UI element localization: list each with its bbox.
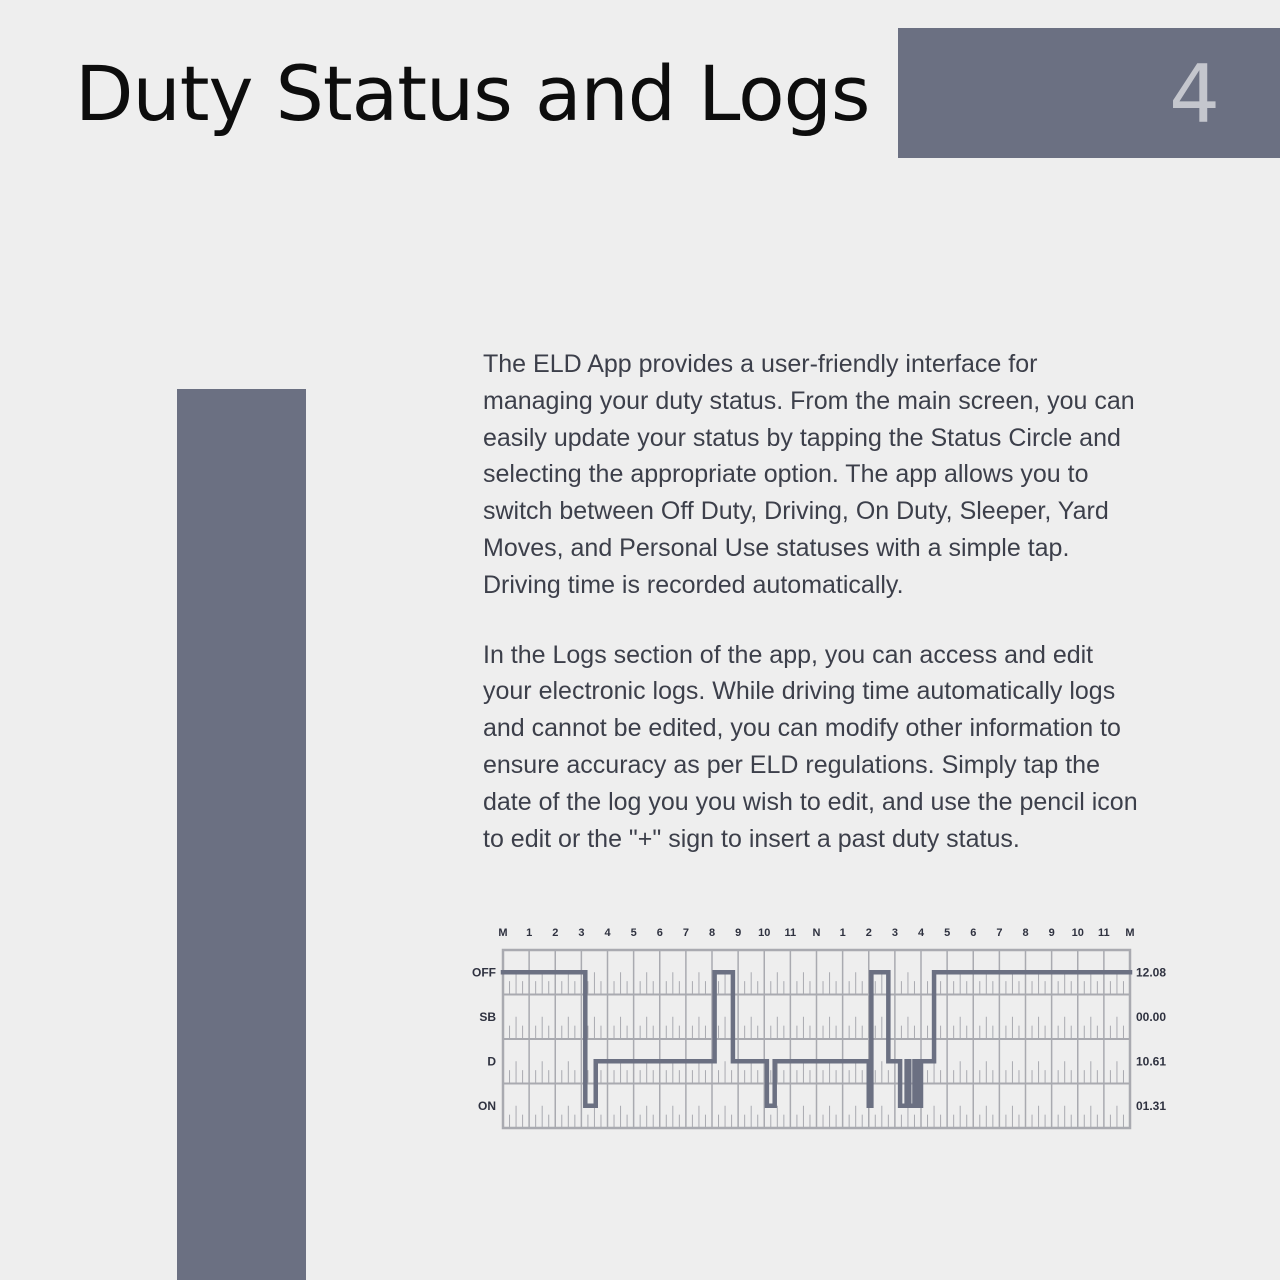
hour-label: M — [1125, 927, 1135, 939]
row-labels — [472, 965, 496, 1113]
duty-status-line — [503, 972, 1130, 1106]
row-label: ON — [478, 1098, 496, 1113]
hour-label: 5 — [944, 927, 951, 939]
hour-label: 8 — [1022, 927, 1029, 939]
hour-label: N — [812, 927, 821, 939]
hour-label: 5 — [630, 927, 637, 939]
hour-label: 1 — [839, 927, 846, 939]
hour-label: 4 — [604, 927, 611, 939]
body-text — [483, 346, 1203, 857]
hour-label: 6 — [970, 927, 977, 939]
hour-label: 9 — [735, 927, 742, 939]
hour-label: 3 — [891, 927, 898, 939]
row-total: 10.61 — [1136, 1054, 1167, 1069]
row-label: OFF — [472, 965, 496, 980]
hour-label: 11 — [784, 927, 797, 939]
hour-label: 2 — [865, 927, 872, 939]
row-label: D — [487, 1054, 496, 1069]
row-total: 01.31 — [1136, 1098, 1167, 1113]
page-number-box — [898, 28, 1280, 158]
hour-label: 8 — [708, 927, 716, 939]
page-number: 4 — [1169, 48, 1220, 141]
page-title: Duty Status and Logs — [75, 49, 870, 138]
hour-label: 10 — [1071, 927, 1084, 939]
paragraph-duty-status: The ELD App provides a user-friendly interface for managing your duty status. From the main screen, you can easily update your status by tapping the Status Circle and selecting the appropriate option. The app allows you to switch between Off Duty, Driving, On Duty, Sleeper, Yard Moves, and Personal Use statuses with a simple tap. Driving time is recorded automatically. — [483, 350, 1135, 599]
hour-label: 9 — [1048, 927, 1055, 939]
hour-label: 1 — [526, 927, 533, 939]
hour-label: 4 — [917, 927, 925, 939]
total-labels — [1136, 965, 1166, 1113]
log-grid — [503, 950, 1130, 1128]
hour-label: 2 — [552, 927, 559, 939]
row-label: SB — [479, 1009, 496, 1024]
hour-labels — [498, 927, 1134, 939]
hour-label: 11 — [1098, 927, 1110, 939]
row-total: 12.08 — [1136, 965, 1167, 980]
hour-label: 3 — [578, 927, 585, 939]
hour-label: 7 — [682, 927, 689, 939]
hour-label: 7 — [996, 927, 1003, 939]
hour-label: 10 — [758, 927, 771, 939]
decorative-side-bar — [177, 389, 306, 1280]
hour-label: 6 — [656, 927, 663, 939]
paragraph-logs: In the Logs section of the app, you can access and edit your electronic logs. While driving time automatically logs and cannot be edited, you can modify other information to ensure accuracy as per ELD regulations. Simply tap the date of the log you you wish to edit, and use the pencil icon to edit or the "+" sign to insert a past duty status. — [483, 640, 1138, 853]
row-total: 00.00 — [1136, 1009, 1167, 1024]
hour-label: M — [498, 927, 508, 939]
grid-frame — [503, 950, 1130, 1128]
